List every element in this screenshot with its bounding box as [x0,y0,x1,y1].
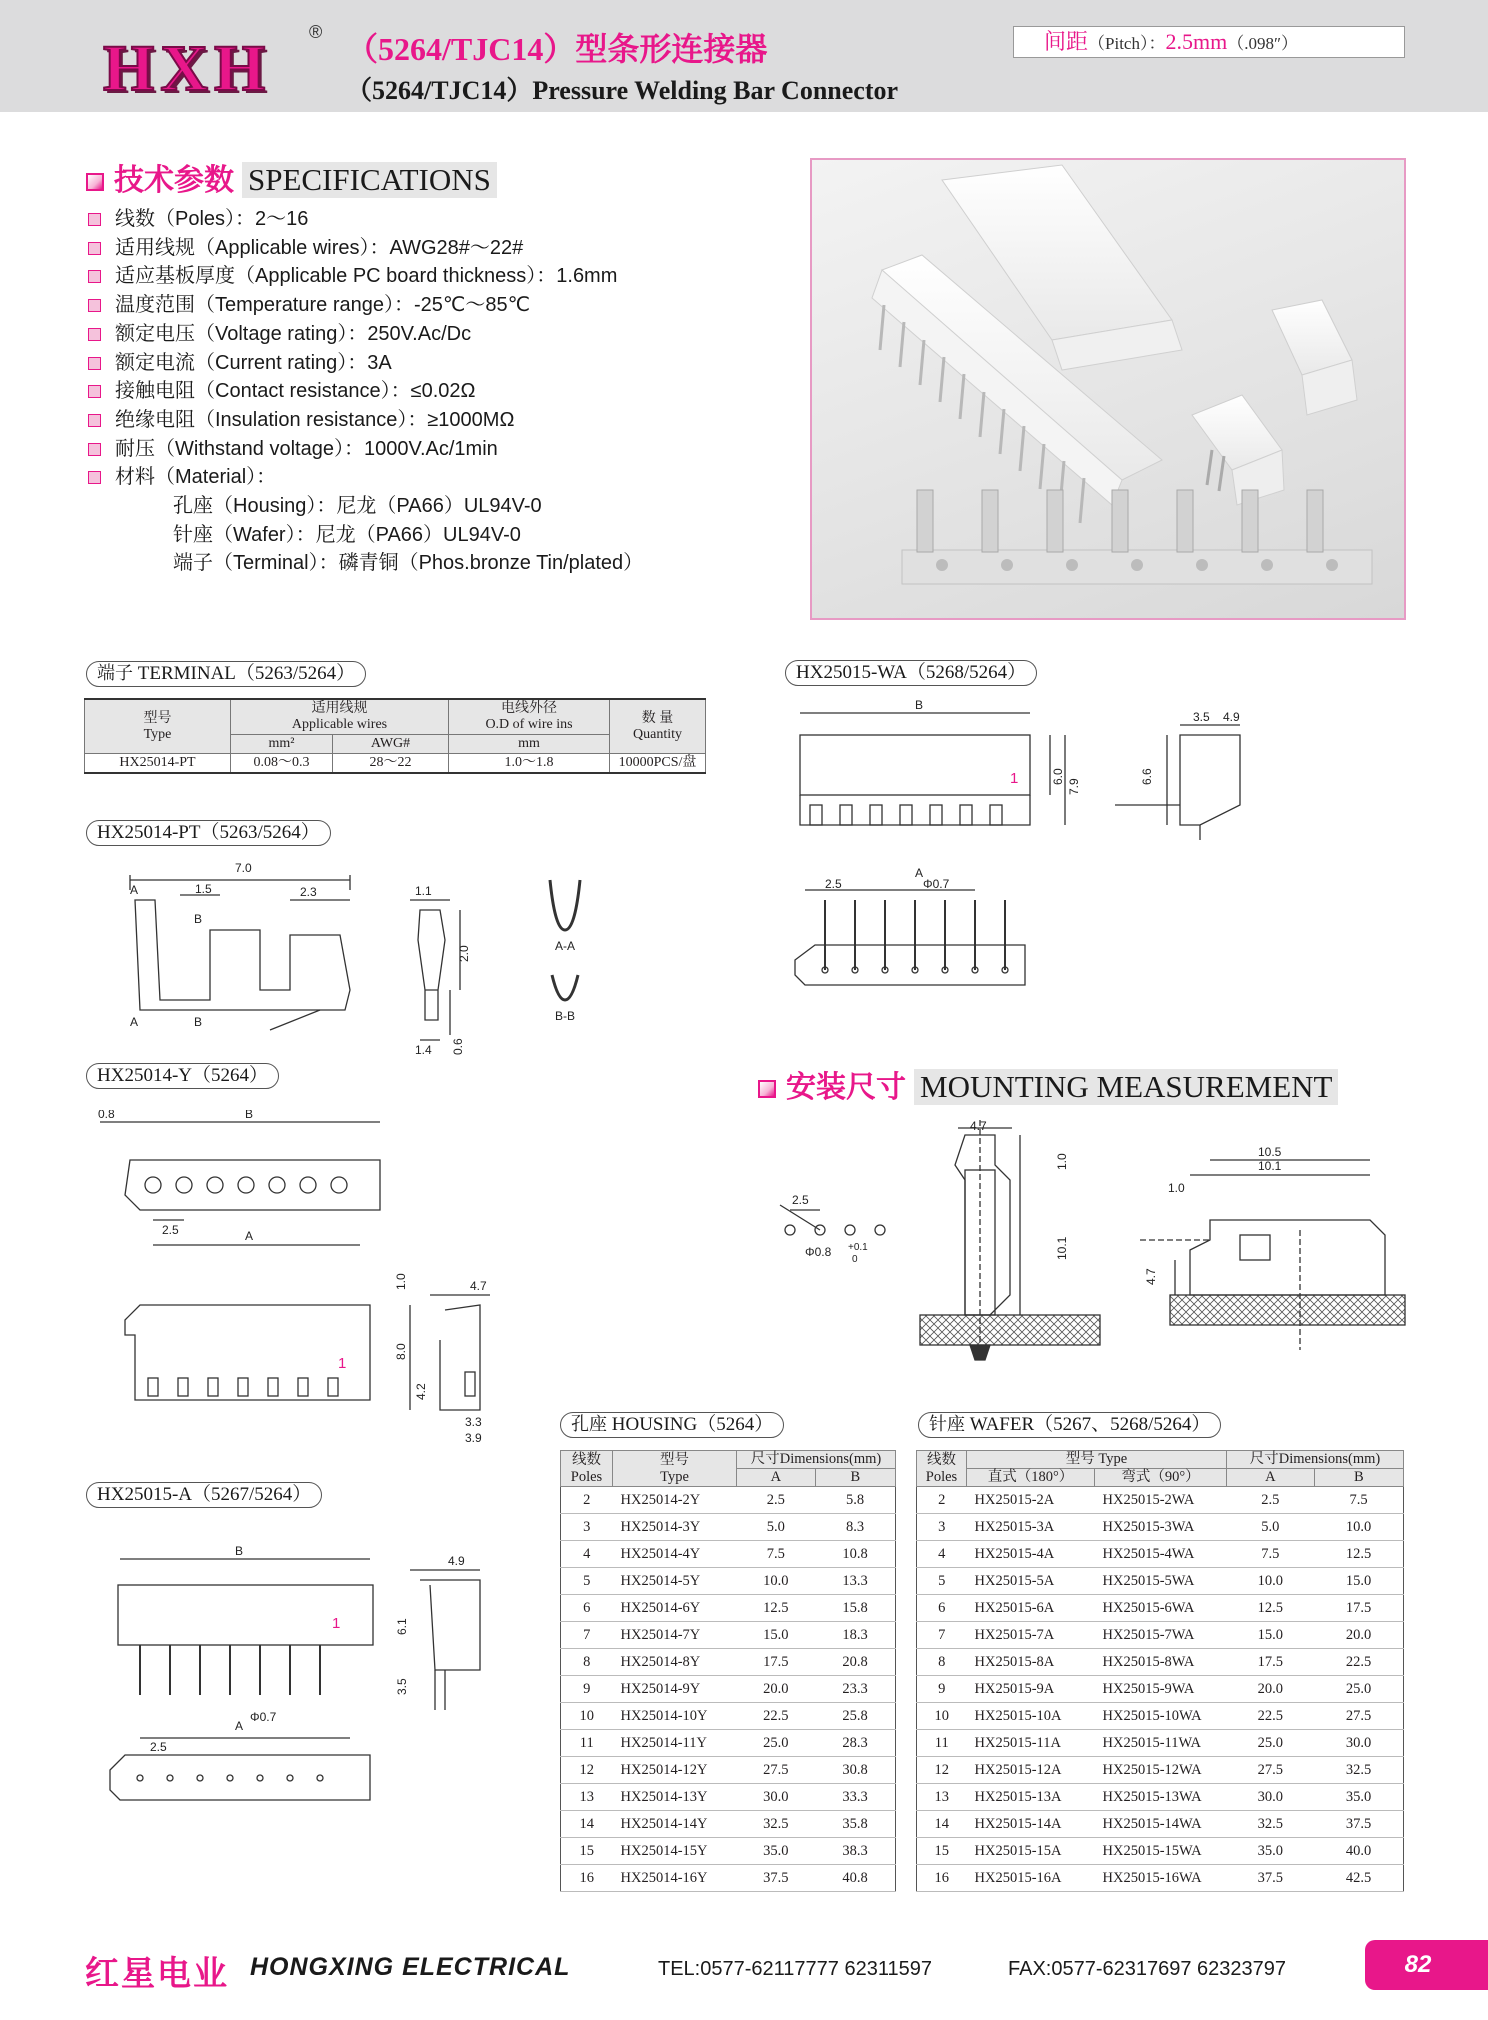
table-cell: 22.5 [737,1703,816,1730]
table-cell: 30.0 [1314,1730,1403,1757]
table-cell: 25.0 [1314,1676,1403,1703]
table-cell: HX25014-15Y [613,1838,737,1865]
mounting-heading-cn: 安装尺寸 [786,1071,906,1104]
table-cell: HX25015-4WA [1095,1541,1227,1568]
table-cell: 17.5 [1227,1649,1315,1676]
th-awg: AWG# [333,735,449,754]
table-cell: HX25014-16Y [613,1865,737,1892]
table-cell: HX25015-14WA [1095,1811,1227,1838]
table-cell: 11 [917,1730,967,1757]
dim-7-9: 7.9 [1067,778,1081,795]
specs-heading-en: SPECIFICATIONS [242,162,497,198]
spec-item: 耐压（Withstand voltage）：1000V.Ac/1min [88,435,643,464]
table-cell: 11 [561,1730,613,1757]
table-cell: HX25015-13A [967,1784,1095,1811]
table-cell: 7.5 [737,1541,816,1568]
material-item: 针座（Wafer）：尼龙（PA66）UL94V-0 [173,523,521,546]
table-cell: HX25014-8Y [613,1649,737,1676]
dim-b: B [245,1110,254,1121]
table-cell: 32.5 [1227,1811,1315,1838]
th-type: 型号 Type [967,1451,1227,1469]
pitch-label-cn: 间距 [1044,29,1089,54]
table-cell: HX25015-12A [967,1757,1095,1784]
product-photo [810,158,1406,620]
dim-a: A [130,883,139,897]
table-cell: 5 [561,1568,613,1595]
dim-a: A [235,1719,244,1733]
table-cell: 20.0 [1314,1622,1403,1649]
th-a: A [737,1469,816,1487]
pin-one-marker: 1 [1010,770,1019,787]
table-cell: 7 [561,1622,613,1649]
table-cell: 15 [917,1838,967,1865]
table-cell: 35.8 [815,1811,895,1838]
dim-2-3: 2.3 [300,885,317,899]
table-cell: 37.5 [1314,1811,1403,1838]
table-cell: 18.3 [815,1622,895,1649]
table-cell: HX25015-5A [967,1568,1095,1595]
table-row [917,1811,1404,1838]
table-cell: HX25015-9A [967,1676,1095,1703]
table-cell: 25.0 [737,1730,816,1757]
table-row [917,1568,1404,1595]
th-type: 型号 Type [85,699,231,754]
table-cell: 8 [561,1649,613,1676]
section-aa: A-A [555,939,576,953]
spec-item: 适用线规（Applicable wires）：AWG28#～22# [88,234,643,263]
table-cell: 16 [561,1865,613,1892]
th-dimensions: 尺寸Dimensions(mm) [737,1451,896,1469]
dim-1-4: 1.4 [415,1043,432,1057]
dim-2-5: 2.5 [792,1193,809,1207]
table-cell: 15.8 [815,1595,895,1622]
table-cell: 40.0 [1314,1838,1403,1865]
table-cell: 10.0 [737,1568,816,1595]
table-cell: 7 [917,1622,967,1649]
table-cell: 38.3 [815,1838,895,1865]
table-cell: HX25014-4Y [613,1541,737,1568]
th-od-mm: mm [449,735,610,754]
table-cell: 2 [561,1487,613,1514]
table-row [561,1757,896,1784]
table-row [561,1622,896,1649]
dim-a: A [915,866,924,880]
dim-tol-plus: +0.1 [848,1242,868,1253]
table-cell: HX25015-13WA [1095,1784,1227,1811]
table-cell: 22.5 [1314,1649,1403,1676]
table-cell: 9 [561,1676,613,1703]
table-row [561,1595,896,1622]
spec-item: 温度范围（Temperature range）：-25℃～85℃ [88,291,643,320]
brand-logo: HXH [103,32,272,105]
table-row [917,1595,1404,1622]
table-row [917,1703,1404,1730]
table-cell: 15.0 [737,1622,816,1649]
wafer-label-cn: 针座 [929,1414,965,1435]
mounting-heading-en: MOUNTING MEASUREMENT [914,1069,1338,1105]
table-cell: 9 [917,1676,967,1703]
housing-table [560,1450,896,1892]
table-cell: 27.5 [1314,1703,1403,1730]
table-cell: HX25015-3A [967,1514,1095,1541]
wafer-label [918,1412,1221,1438]
th-od: 电线外径 O.D of wire ins [449,699,610,735]
terminal-label [86,661,366,687]
section-bb: B-B [555,1009,576,1023]
table-cell: HX25014-13Y [613,1784,737,1811]
table-cell: 2.5 [737,1487,816,1514]
table-cell: HX25015-6A [967,1595,1095,1622]
table-cell: 27.5 [1227,1757,1315,1784]
th-type: 型号 Type [613,1451,737,1487]
table-cell: HX25015-7WA [1095,1622,1227,1649]
table-row [917,1622,1404,1649]
dim-b-bottom: B [194,1015,203,1029]
dim-4-9: 4.9 [448,1554,465,1568]
table-cell: 2.5 [1227,1487,1315,1514]
th-b: B [1314,1469,1403,1487]
table-cell: 27.5 [737,1757,816,1784]
table-row [561,1703,896,1730]
table-cell: 12.5 [1227,1595,1315,1622]
table-cell: HX25015-10WA [1095,1703,1227,1730]
table-cell: 6 [561,1595,613,1622]
table-cell: 3 [917,1514,967,1541]
table-cell: 35.0 [737,1838,816,1865]
table-row [917,1757,1404,1784]
th-b: B [815,1469,895,1487]
table-cell: 20.0 [737,1676,816,1703]
wa-label: HX25015-WA（5268/5264） [785,660,1037,686]
dim-tol-zero: 0 [852,1254,858,1265]
table-cell: 20.0 [1227,1676,1315,1703]
table-cell: 13 [561,1784,613,1811]
table-cell: 33.3 [815,1784,895,1811]
dim-a: A [245,1229,254,1243]
table-cell: 12.5 [737,1595,816,1622]
dim-4-2: 4.2 [414,1383,428,1400]
table-row [917,1865,1404,1892]
table-cell: HX25015-14A [967,1811,1095,1838]
th-dimensions: 尺寸Dimensions(mm) [1227,1451,1404,1469]
table-cell: 6 [917,1595,967,1622]
table-cell: 4 [561,1541,613,1568]
terminal-label-cn: 端子 [97,663,133,684]
dim-3-9: 3.9 [465,1431,482,1445]
table-cell: 7.5 [1227,1541,1315,1568]
table-cell: 10.0 [1227,1568,1315,1595]
table-cell: HX25015-7A [967,1622,1095,1649]
table-cell: 7.5 [1314,1487,1403,1514]
title-chinese: （5264/TJC14）型条形连接器 [346,31,768,67]
specs-heading [86,155,497,199]
dim-6-0: 6.0 [1051,768,1065,785]
dim-10-5: 10.5 [1258,1145,1282,1159]
table-cell: HX25015-2WA [1095,1487,1227,1514]
table-cell: 13.3 [815,1568,895,1595]
table-cell: HX25014-11Y [613,1730,737,1757]
table-cell: 25.8 [815,1703,895,1730]
table-cell: 16 [917,1865,967,1892]
table-row [561,1541,896,1568]
housing-rows [561,1487,896,1892]
table-cell: 23.3 [815,1676,895,1703]
dim-2-5: 2.5 [825,877,842,891]
pitch-label-en: （Pitch）： [1088,34,1166,53]
table-cell: HX25015-4A [967,1541,1095,1568]
table-cell: 5.8 [815,1487,895,1514]
dim-phi-0-7: Φ0.7 [250,1710,277,1724]
dim-1-5: 1.5 [195,882,212,896]
table-cell: 30.0 [737,1784,816,1811]
registered-mark: ® [309,22,323,42]
table-cell: 8.3 [815,1514,895,1541]
table-cell: 32.5 [1314,1757,1403,1784]
table-row [561,1514,896,1541]
th-poles: 线数 Poles [917,1451,967,1487]
th-angle: 弯式（90°） [1095,1469,1227,1487]
dim-4-7: 4.7 [970,1120,987,1133]
table-cell: 15 [561,1838,613,1865]
footer-company-cn: 红星电业 [85,1955,229,1993]
table-cell: 30.8 [815,1757,895,1784]
table-cell: 14 [917,1811,967,1838]
footer-company-en: HONGXING ELECTRICAL [250,1953,571,1981]
table-cell: HX25015-5WA [1095,1568,1227,1595]
wafer-wa-drawing [785,695,1305,995]
material-item: 孔座（Housing）：尼龙（PA66）UL94V-0 [173,495,542,518]
page-number: 82 [1365,1940,1488,1990]
table-cell: HX25014-7Y [613,1622,737,1649]
table-cell: 15.0 [1227,1622,1315,1649]
table-cell: 22.5 [1227,1703,1315,1730]
spec-item: 材料（Material）： [88,463,643,492]
wafer-rows [917,1487,1404,1892]
table-row [561,1865,896,1892]
table-cell: HX25014-9Y [613,1676,737,1703]
dim-phi-0-8: Φ0.8 [805,1245,832,1259]
table-cell: 20.8 [815,1649,895,1676]
spec-item: 额定电流（Current rating）：3A [88,349,643,378]
table-cell: HX25014-2Y [613,1487,737,1514]
table-row [917,1541,1404,1568]
dim-0-6: 0.6 [451,1038,465,1055]
table-cell: 35.0 [1314,1784,1403,1811]
spec-list [88,205,643,578]
table-cell: 3 [561,1514,613,1541]
spec-item: 接触电阻（Contact resistance）：≤0.02Ω [88,377,643,406]
terminal-pt-drawing [80,850,680,1060]
table-cell: 12 [561,1757,613,1784]
pitch-box [1013,26,1405,58]
table-cell: 5.0 [737,1514,816,1541]
table-cell: HX25015-3WA [1095,1514,1227,1541]
y-label: HX25014-Y（5264） [86,1063,279,1089]
table-cell: HX25015-15WA [1095,1838,1227,1865]
pin-one-marker: 1 [338,1355,347,1372]
dim-b: B [915,698,924,712]
table-row [561,1811,896,1838]
dim-10-1-right: 10.1 [1258,1159,1282,1173]
dim-3-3: 3.3 [465,1415,482,1429]
table-row [917,1730,1404,1757]
table-cell: 12 [917,1757,967,1784]
table-row [917,1676,1404,1703]
table-row [561,1676,896,1703]
table-row [561,1649,896,1676]
table-cell: 37.5 [1227,1865,1315,1892]
th-straight: 直式（180°） [967,1469,1095,1487]
table-row [561,1568,896,1595]
table-cell: HX25015-8WA [1095,1649,1227,1676]
table-row [917,1649,1404,1676]
dim-7-0: 7.0 [235,861,252,875]
housing-label-cn: 孔座 [571,1414,607,1435]
table-cell: 30.0 [1227,1784,1315,1811]
table-cell: 15.0 [1314,1568,1403,1595]
spec-item: 绝缘电阻（Insulation resistance）：≥1000MΩ [88,406,643,435]
footer-fax: FAX:0577-62317697 62323797 [1008,1958,1287,1980]
dim-4-9: 4.9 [1223,710,1240,724]
dim-2-5: 2.5 [162,1223,179,1237]
table-cell: 14 [561,1811,613,1838]
table-cell: 40.8 [815,1865,895,1892]
th-wires: 适用线规 Applicable wires [231,699,449,735]
table-cell: HX25015-16A [967,1865,1095,1892]
pitch-mm: 2.5mm [1165,29,1228,54]
table-cell: 10 [917,1703,967,1730]
footer-tel: TEL:0577-62117777 62311597 [658,1958,932,1980]
dim-1-0: 1.0 [1055,1153,1069,1170]
table-cell: 4 [917,1541,967,1568]
table-cell: 35.0 [1227,1838,1315,1865]
mounting-heading [758,1062,1338,1106]
wafer-label-en: WAFER（5267、5268/5264） [969,1414,1211,1435]
wafer-table [916,1450,1404,1892]
square-bullet-icon [758,1080,776,1098]
table-row: HX25014-PT 0.08～0.3 28～22 1.0～1.8 10000PCS/盘 [85,754,706,774]
table-cell: 13 [917,1784,967,1811]
dim-1-1: 1.1 [415,884,432,898]
pt-label: HX25014-PT（5263/5264） [86,820,331,846]
table-row [561,1730,896,1757]
terminal-table [84,698,706,774]
table-cell: HX25015-12WA [1095,1757,1227,1784]
th-a: A [1227,1469,1315,1487]
table-cell: 17.5 [1314,1595,1403,1622]
wafer-a-drawing [80,1545,520,1875]
table-cell: 5.0 [1227,1514,1315,1541]
pin-one-marker: 1 [332,1615,341,1632]
dim-0-8: 0.8 [98,1110,115,1121]
dim-b: B [235,1545,244,1558]
spec-item: 线数（Poles）：2～16 [88,205,643,234]
housing-label [560,1412,784,1438]
dim-3-5: 3.5 [395,1678,409,1695]
dim-a-bottom: A [130,1015,139,1029]
dim-2-0: 2.0 [457,945,471,962]
table-cell: HX25015-11A [967,1730,1095,1757]
th-qty: 数 量 Quantity [610,699,706,754]
dim-phi-0-7: Φ0.7 [923,877,950,891]
table-cell: HX25015-8A [967,1649,1095,1676]
table-cell: 10.0 [1314,1514,1403,1541]
dim-6-1: 6.1 [395,1618,409,1635]
material-item: 端子（Terminal）：磷青铜（Phos.bronze Tin/plated） [173,552,644,575]
dim-1-0-right: 1.0 [1168,1181,1185,1195]
table-cell: 28.3 [815,1730,895,1757]
dim-4-7: 4.7 [470,1279,487,1293]
specs-heading-cn: 技术参数 [114,164,234,197]
housing-y-drawing [80,1110,620,1450]
table-cell: HX25015-16WA [1095,1865,1227,1892]
pitch-inch: （.098″） [1227,34,1299,53]
table-cell: 17.5 [737,1649,816,1676]
table-row [917,1514,1404,1541]
dim-2-5: 2.5 [150,1740,167,1754]
housing-label-en: HOUSING（5264） [611,1414,774,1435]
table-row [561,1487,896,1514]
dim-4-7-right: 4.7 [1144,1268,1158,1285]
dim-8-0: 8.0 [394,1343,408,1360]
table-row [917,1784,1404,1811]
table-cell: 42.5 [1314,1865,1403,1892]
square-bullet-icon [86,173,104,191]
table-cell: HX25014-5Y [613,1568,737,1595]
dim-b: B [194,912,203,926]
table-cell: 12.5 [1314,1541,1403,1568]
table-cell: HX25014-3Y [613,1514,737,1541]
table-row [917,1487,1404,1514]
table-cell: HX25015-10A [967,1703,1095,1730]
th-mm2: mm² [231,735,333,754]
table-cell: 8 [917,1649,967,1676]
title-english: （5264/TJC14）Pressure Welding Bar Connector [346,76,899,105]
table-cell: 10.8 [815,1541,895,1568]
dim-6-6: 6.6 [1140,768,1154,785]
spec-item: 额定电压（Voltage rating）：250V.Ac/Dc [88,320,643,349]
dim-3-5: 3.5 [1193,710,1210,724]
table-row [561,1838,896,1865]
table-row [917,1838,1404,1865]
table-cell: 37.5 [737,1865,816,1892]
dim-1-0: 1.0 [394,1273,408,1290]
table-cell: HX25014-12Y [613,1757,737,1784]
table-cell: HX25014-10Y [613,1703,737,1730]
table-cell: HX25014-6Y [613,1595,737,1622]
table-cell: HX25015-6WA [1095,1595,1227,1622]
table-cell: 25.0 [1227,1730,1315,1757]
a-label: HX25015-A（5267/5264） [86,1482,322,1508]
th-poles: 线数 Poles [561,1451,613,1487]
table-cell: 5 [917,1568,967,1595]
mounting-drawing [770,1120,1410,1390]
table-cell: HX25015-2A [967,1487,1095,1514]
table-row [561,1784,896,1811]
table-cell: 10 [561,1703,613,1730]
table-cell: 2 [917,1487,967,1514]
dim-10-1: 10.1 [1055,1236,1069,1260]
table-cell: HX25015-15A [967,1838,1095,1865]
table-cell: HX25015-11WA [1095,1730,1227,1757]
table-cell: HX25015-9WA [1095,1676,1227,1703]
table-cell: 32.5 [737,1811,816,1838]
spec-item: 适应基板厚度（Applicable PC board thickness）：1.6mm [88,262,643,291]
table-cell: HX25014-14Y [613,1811,737,1838]
connector-photo-illustration [812,160,1404,618]
terminal-label-en: TERMINAL（5263/5264） [137,663,356,684]
